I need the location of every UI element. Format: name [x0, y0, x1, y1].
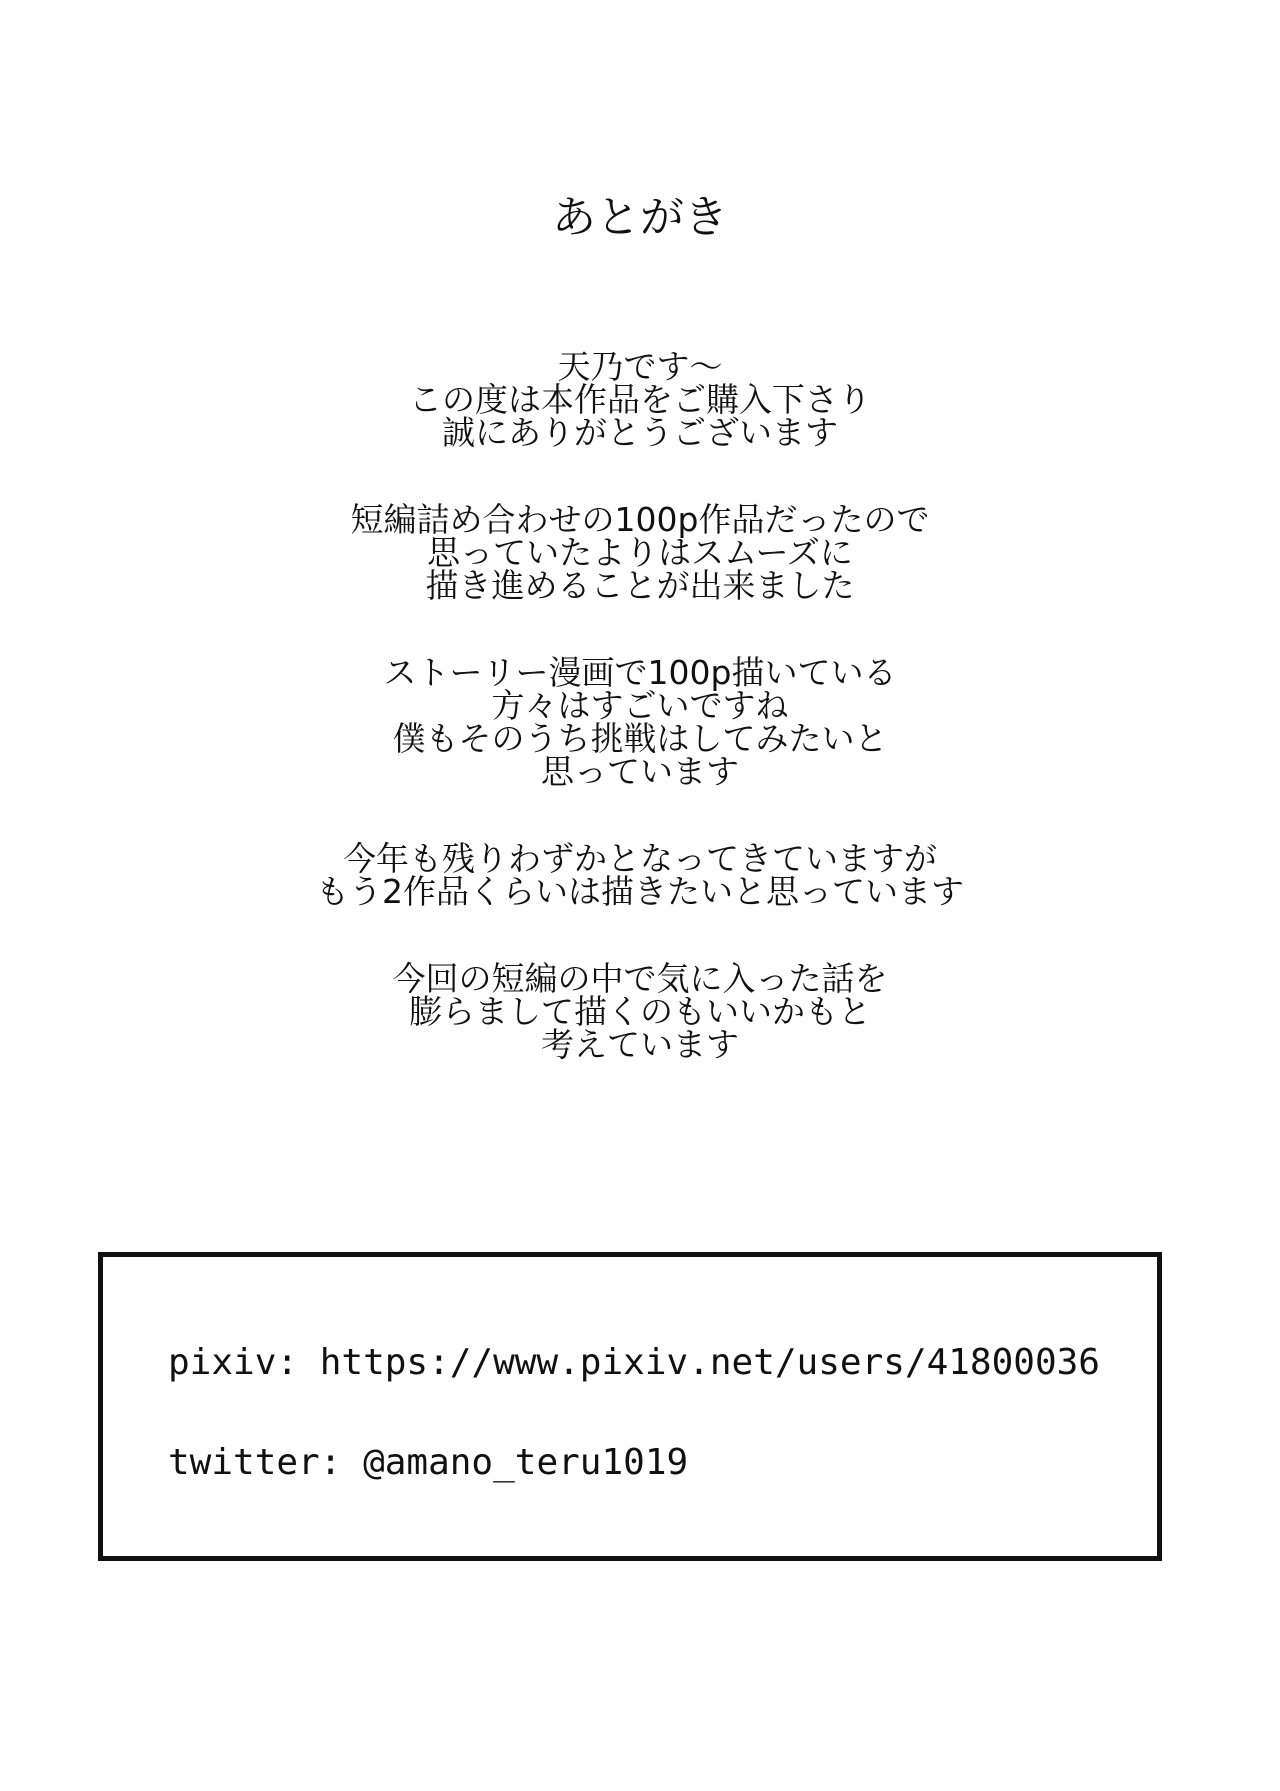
paragraph-line: 思っています: [541, 752, 739, 791]
paragraph-line: 今回の短編の中で気に入った話を: [392, 959, 888, 998]
paragraph-greeting: [0, 347, 1280, 452]
paragraph-line: 誠にありがとうございます: [442, 413, 838, 452]
pixiv-link[interactable]: pixiv: https://www.pixiv.net/users/41800036: [168, 1342, 1100, 1383]
paragraph-line: 思っていたよりはスムーズに: [427, 533, 853, 572]
paragraph-line: この度は本作品をご購入下さり: [409, 380, 871, 419]
paragraph-line: 僕もそのうち挑戦はしてみたいと: [392, 719, 888, 758]
paragraph-story-manga: [0, 653, 1280, 791]
twitter-handle[interactable]: twitter: @amano_teru1019: [168, 1442, 689, 1483]
afterword-message: [0, 347, 1280, 1115]
page-title: あとがき: [552, 192, 728, 243]
paragraph-line: 短編詰め合わせの100p作品だったので: [350, 500, 930, 539]
paragraph-line: 天乃です～: [557, 347, 723, 386]
paragraph-line: 今年も残りわずかとなってきていますが: [343, 839, 937, 878]
paragraph-line: 描き進めることが出来ました: [425, 566, 855, 605]
paragraph-next-plan: [0, 959, 1280, 1064]
paragraph-line: 膨らまして描くのもいいかもと: [409, 992, 871, 1031]
paragraph-line: もう2作品くらいは描きたいと思っています: [316, 872, 964, 911]
contact-box: [98, 1252, 1162, 1561]
paragraph-line: ストーリー漫画で100p描いている: [383, 653, 897, 692]
paragraph-this-year: [0, 839, 1280, 911]
paragraph-production: [0, 500, 1280, 605]
paragraph-line: 考えています: [541, 1025, 739, 1064]
paragraph-line: 方々はすごいですね: [491, 686, 789, 725]
